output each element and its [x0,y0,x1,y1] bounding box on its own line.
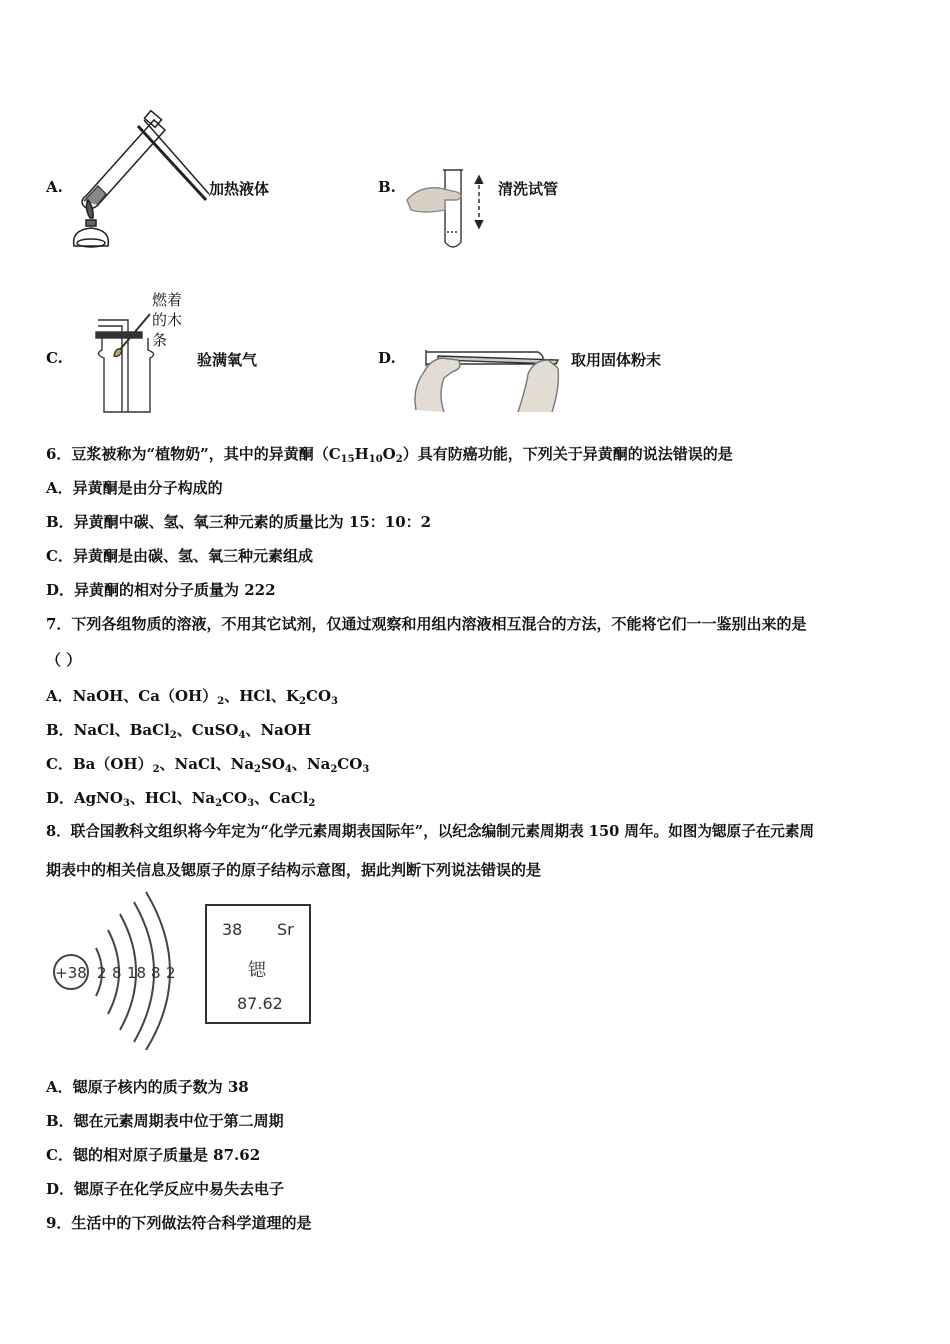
formula-subscript: 2 [169,730,177,741]
q7-option-a [46,686,338,712]
q7-option-b [46,720,311,746]
q7-stem: 7．下列各组物质的溶液，不用其它试剂，仅通过观察和用组内溶液相互混合的方法，不能将它们一一鉴别出来的是 [46,615,807,633]
formula-subscript: 10 [368,454,383,465]
formula-subscript: 2 [395,454,403,465]
q6-stem [46,444,733,470]
q6-option-a: A．异黄酮是由分子构成的 [46,479,223,497]
formula-subscript: 4 [284,764,292,775]
q7-d-part: 、HCl、Na [129,789,216,807]
formula-subscript: 3 [362,764,370,775]
periodic-element-cell [205,904,311,1024]
q7-b-part: 、NaOH [245,721,312,739]
option-a-letter: A. [46,178,63,196]
formula-subscript: 2 [152,764,160,775]
heating-liquid-figure [66,108,211,253]
shell-electron-count: 8 [151,964,161,982]
splint-note-line: 的木 [152,311,183,329]
formula-subscript: 4 [238,730,246,741]
atom-structure-diagram [50,890,185,1050]
formula-subscript: 3 [122,798,130,809]
shell-electron-count: 8 [112,964,122,982]
q6-option-d: D．异黄酮的相对分子质量为 222 [46,581,276,599]
q7-d-part: CO [222,789,248,807]
formula-subscript: 15 [340,454,355,465]
q8-stem-line1: 8．联合国教科文组织将今年定为“化学元素周期表国际年”，以纪念编制元素周期表 150 周年。如图为锶原子在元素周 [46,823,815,840]
shell-electron-count: 2 [166,964,176,982]
formula-subscript: 2 [330,764,338,775]
q6-formula-part: O [382,445,396,463]
q7-c-part: 、NaCl、Na [159,755,255,773]
option-d-letter: D. [378,349,396,367]
q7-d-part: D．AgNO [46,789,123,807]
q6-stem-part: ）具有防癌功能，下列关于异黄酮的说法错误的是 [402,445,733,463]
q6-stem-part: 6．豆浆被称为“植物奶”，其中的异黄酮（C [46,445,341,463]
washing-test-tube-figure [405,166,495,256]
q6-option-c: C．异黄酮是由碳、氢、氧三种元素组成 [46,547,313,565]
q8-option-a: A．锶原子核内的质子数为 38 [46,1078,249,1096]
element-symbol: Sr [277,920,294,939]
q7-b-part: 、CuSO [176,721,239,739]
q7-a-part: 、HCl、K [224,687,300,705]
q7-c-part: SO [261,755,285,773]
formula-subscript: 3 [331,696,338,707]
formula-subscript: 2 [215,798,223,809]
q8-stem-line2: 期表中的相关信息及锶原子的原子结构示意图，据此判断下列说法错误的是 [46,861,542,879]
q8-option-b: B．锶在元素周期表中位于第二周期 [46,1112,284,1130]
nucleus-charge: +38 [55,964,87,982]
option-b-caption: 清洗试管 [498,180,559,198]
option-d-caption: 取用固体粉末 [571,351,662,369]
q8-option-c: C．锶的相对原子质量是 87.62 [46,1146,261,1164]
splint-note-line: 燃着 [152,291,183,309]
formula-subscript: 2 [217,696,225,707]
q7-a-part: CO [306,687,332,705]
q7-b-part: B．NaCl、BaCl [46,721,170,739]
option-a-caption: 加热液体 [209,180,270,198]
option-b-letter: B. [378,178,396,196]
q7-paren: （ ） [46,651,82,669]
atomic-mass: 87.62 [237,994,283,1013]
shell-electron-count: 18 [127,964,147,982]
splint-note-line: 条 [152,331,168,349]
atomic-number: 38 [222,920,243,939]
q7-c-part: 、Na [291,755,331,773]
formula-subscript: 2 [308,798,316,809]
q8-option-d: D．锶原子在化学反应中易失去电子 [46,1180,285,1198]
q7-c-part: CO [337,755,363,773]
q7-c-part: C．Ba（OH） [46,755,153,773]
q7-a-part: A．NaOH、Ca（OH） [46,687,218,705]
formula-subscript: 3 [247,798,255,809]
element-name: 锶 [248,960,266,981]
q7-d-part: 、CaCl [254,789,309,807]
q9-stem: 9．生活中的下列做法符合科学道理的是 [46,1214,312,1232]
burning-splint-note [152,290,182,350]
formula-subscript: 2 [254,764,262,775]
formula-subscript: 2 [299,696,307,707]
q6-option-b: B．异黄酮中碳、氢、氧三种元素的质量比为 15：10：2 [46,513,432,531]
q6-formula-part: H [354,445,369,463]
shell-electron-count: 2 [97,964,107,982]
option-c-letter: C. [46,349,63,367]
q7-option-d [46,788,315,814]
q7-option-c [46,754,369,780]
option-c-caption: 验满氧气 [197,351,258,369]
powder-paper-slot-figure [408,338,563,414]
